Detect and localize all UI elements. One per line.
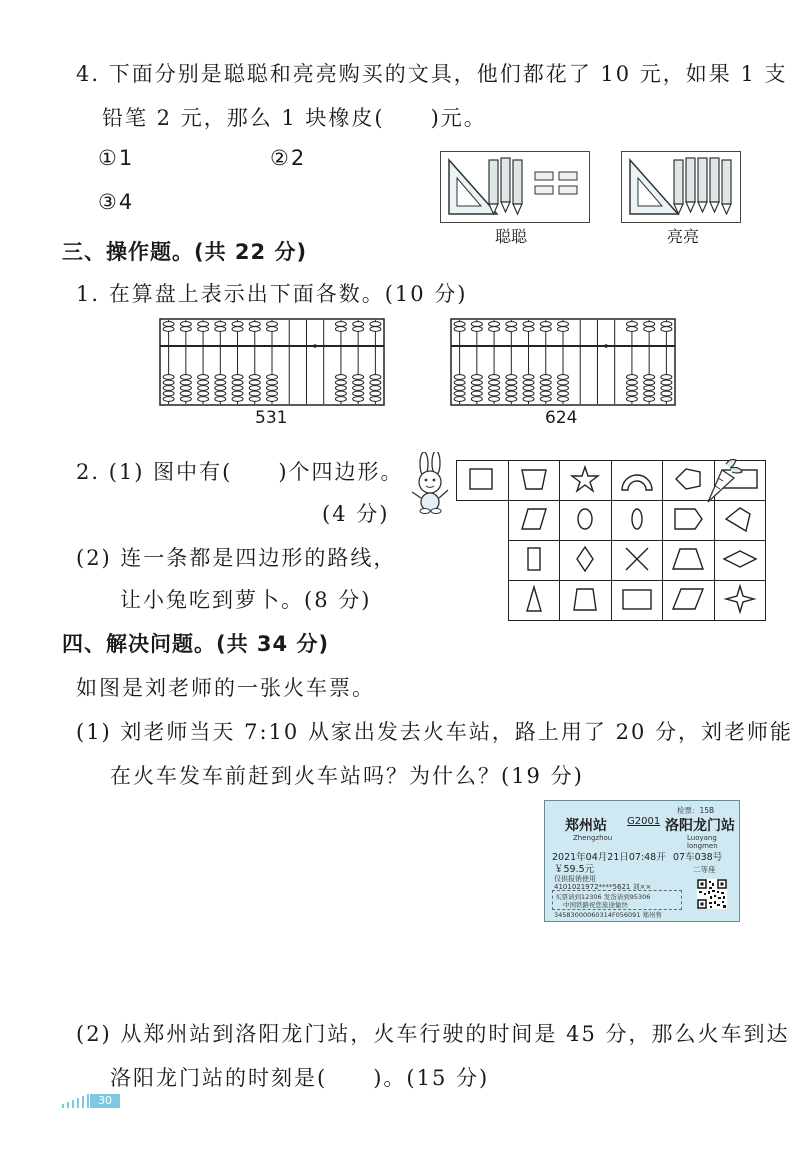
abacus-upper-bead[interactable] [523,322,534,327]
rhombus-shape [565,544,605,574]
abacus-lower-bead[interactable] [523,380,534,385]
section4-title: 四、解决问题。(共 34 分) [62,632,330,656]
abacus-upper-bead[interactable] [540,327,551,332]
abacus-lower-bead[interactable] [506,386,517,391]
abacus-lower-bead[interactable] [335,386,346,391]
abacus-lower-bead[interactable] [558,386,569,391]
abacus-lower-bead[interactable] [471,375,482,380]
grid-cell-empty [457,541,509,581]
stationery-illustration [441,152,589,222]
ticket-to-pinyin: Luoyang longmen [687,834,718,850]
grid-cell[interactable] [611,581,663,621]
abacus-lower-bead[interactable] [471,397,482,402]
parallelogram-shape [514,504,554,534]
ticket-serial: 34583000060314F056091 郑州售 [554,911,663,919]
abacus-lower-bead[interactable] [489,380,500,385]
abacus-upper-bead[interactable] [163,322,174,327]
abacus-lower-bead[interactable] [335,375,346,380]
abacus-lower-bead[interactable] [370,386,381,391]
abacus-lower-bead[interactable] [540,397,551,402]
abacus-lower-bead[interactable] [370,391,381,396]
shape-grid-table [456,460,800,621]
grid-cell[interactable] [560,501,612,541]
abacus-unit-dot [313,344,317,348]
abacus-lower-bead[interactable] [232,375,243,380]
abacus-lower-bead[interactable] [267,391,278,396]
abacus-lower-bead[interactable] [558,397,569,402]
abacus-lower-bead[interactable] [558,380,569,385]
s3-q2-part2a: (2) 连一条都是四边形的路线， [76,546,397,570]
grid-cell-empty [766,581,800,621]
abacus-lower-bead[interactable] [215,397,226,402]
abacus-lower-bead[interactable] [163,375,174,380]
abacus-lower-bead[interactable] [198,386,209,391]
abacus-lower-bead[interactable] [370,375,381,380]
abacus-lower-bead[interactable] [353,380,364,385]
ticket-datetime: 2021年04月21日07:48开 [552,852,666,863]
s4-p1-line1: (1) 刘老师当天 7:10 从家出发去火车站，路上用了 20 分，刘老师能 [76,720,794,744]
grid-cell[interactable] [560,581,612,621]
rabbit-image [408,452,456,518]
abacus-lower-bead[interactable] [198,380,209,385]
ticket-train-number: G2001 [627,816,661,827]
q4-line1: 4. 下面分别是聪聪和亮亮购买的文具，他们都花了 10 元，如果 1 支 [76,62,788,86]
ticket-note-3: 买票请到12306 发货请到95306 [555,893,651,901]
abacus-lower-bead[interactable] [489,391,500,396]
abacus-upper-bead[interactable] [249,327,260,332]
oval-shape [617,504,657,534]
abacus-upper-bead[interactable] [335,322,346,327]
label-liangliang: 亮亮 [667,227,700,246]
grid-cell[interactable] [611,461,663,501]
abacus-unit-dot [604,344,608,348]
abacus-lower-bead[interactable] [489,397,500,402]
abacus-lower-bead[interactable] [267,397,278,402]
abacus-lower-bead[interactable] [626,391,637,396]
abacus-upper-bead[interactable] [215,322,226,327]
abacus-lower-bead[interactable] [249,391,260,396]
abacus-lower-bead[interactable] [661,380,672,385]
abacus-upper-bead[interactable] [626,327,637,332]
abacus-lower-bead[interactable] [506,391,517,396]
grid-cell-empty [766,501,800,541]
abacus-upper-bead[interactable] [180,327,191,332]
parallelogram-shape [668,584,708,614]
s3-q2-part2b: 让小兔吃到萝卜。(8 分) [120,588,372,612]
carrot-image [700,456,744,510]
shape-grid [456,460,800,621]
abacus-drawing [450,318,676,406]
abacus-upper-bead[interactable] [644,327,655,332]
abacus-lower-bead[interactable] [180,386,191,391]
abacus-lower-bead[interactable] [626,380,637,385]
label-congcong: 聪聪 [495,227,528,246]
s4-intro: 如图是刘老师的一张火车票。 [76,676,375,700]
qr-code-icon [697,879,727,909]
abacus-lower-bead[interactable] [454,375,465,380]
abacus-upper-bead[interactable] [232,322,243,327]
abacus-upper-bead[interactable] [267,327,278,332]
train-ticket [544,800,740,922]
abacus-lower-bead[interactable] [215,375,226,380]
abacus-upper-bead[interactable] [353,327,364,332]
ticket-check-gate: 检票：15B [677,806,715,815]
abacus-lower-bead[interactable] [335,391,346,396]
abacus-upper-bead[interactable] [489,322,500,327]
abacus-lower-bead[interactable] [267,375,278,380]
cross-shape [617,544,657,574]
ticket-notice-box [552,890,682,910]
grid-cell[interactable] [457,461,509,501]
abacus-lower-bead[interactable] [215,386,226,391]
abacus-lower-bead[interactable] [626,397,637,402]
s3-q2-part1: 2. (1) 图中有( )个四边形。 [76,460,404,484]
abacus-lower-bead[interactable] [471,380,482,385]
abacus-lower-bead[interactable] [523,391,534,396]
grid-cell[interactable] [560,461,612,501]
trapezoid-shape [565,584,605,614]
abacus-lower-bead[interactable] [471,386,482,391]
rabbit-icon [408,452,456,514]
abacus-lower-bead[interactable] [506,380,517,385]
q4-line2: 铅笔 2 元，那么 1 块橡皮( )元。 [102,106,487,130]
abacus-lower-bead[interactable] [506,375,517,380]
ticket-note-4: 中国铁路祝您旅途愉快 [563,901,628,909]
abacus-upper-bead[interactable] [267,322,278,327]
abacus-lower-bead[interactable] [163,380,174,385]
abacus-lower-bead[interactable] [454,391,465,396]
abacus-upper-bead[interactable] [626,322,637,327]
abacus-lower-bead[interactable] [180,375,191,380]
abacus-upper-bead[interactable] [215,327,226,332]
rectangle-shape [514,544,554,574]
grid-cell[interactable] [508,541,560,581]
abacus-lower-bead[interactable] [558,375,569,380]
carrot-icon [700,456,744,506]
abacus-lower-bead[interactable] [523,375,534,380]
ticket-from-pinyin: Zhengzhou [573,834,613,842]
abacus-lower-bead[interactable] [540,386,551,391]
grid-cell-empty [457,501,509,541]
abacus-2 [450,318,676,410]
abacus-upper-bead[interactable] [661,327,672,332]
oval-shape [565,504,605,534]
trapezoid-shape [514,464,554,494]
abacus-lower-bead[interactable] [163,386,174,391]
abacus-lower-bead[interactable] [353,391,364,396]
ticket-note-1: 仅供报销使用 [554,875,596,883]
ticket-seat-class: 二等座 [693,865,716,874]
s4-p2-line2: 洛阳龙门站的时刻是( )。(15 分) [110,1066,490,1090]
ticket-qr-code [697,879,727,909]
abacus-upper-bead[interactable] [489,327,500,332]
rhombus-shape [720,544,760,574]
abacus-lower-bead[interactable] [454,397,465,402]
stationery-illustration [622,152,740,222]
signal-bars-icon [60,1094,94,1108]
abacus-upper-bead[interactable] [454,322,465,327]
grid-cell[interactable] [508,501,560,541]
abacus-lower-bead[interactable] [661,391,672,396]
abacus-lower-bead[interactable] [215,391,226,396]
grid-cell[interactable] [611,501,663,541]
abacus-lower-bead[interactable] [626,375,637,380]
s4-p2-line1: (2) 从郑州站到洛阳龙门站，火车行驶的时间是 45 分，那么火车到达 [76,1022,790,1046]
abacus-lower-bead[interactable] [454,380,465,385]
abacus-lower-bead[interactable] [644,386,655,391]
abacus-lower-bead[interactable] [558,391,569,396]
abacus-lower-bead[interactable] [489,386,500,391]
ticket-from-station: 郑州站 [565,818,607,834]
grid-cell[interactable] [714,541,766,581]
abacus-lower-bead[interactable] [644,391,655,396]
abacus-lower-bead[interactable] [540,375,551,380]
abacus-lower-bead[interactable] [523,386,534,391]
abacus-lower-bead[interactable] [180,380,191,385]
abacus-lower-bead[interactable] [626,386,637,391]
abacus-lower-bead[interactable] [661,386,672,391]
abacus-upper-bead[interactable] [180,322,191,327]
grid-cell[interactable] [663,581,715,621]
abacus-upper-bead[interactable] [353,322,364,327]
grid-cell[interactable] [560,541,612,581]
congcong-stationery-image [440,151,590,223]
abacus-lower-bead[interactable] [644,380,655,385]
arch-shape [617,464,657,494]
ticket-id-name: 4101021972****5621 刘×× [554,883,652,891]
page-number: 30 [90,1094,120,1108]
abacus-upper-bead[interactable] [249,322,260,327]
s4-p1-line2: 在火车发车前赶到火车站吗？为什么？(19 分) [110,764,584,788]
abacus-upper-bead[interactable] [370,327,381,332]
abacus-lower-bead[interactable] [198,397,209,402]
abacus-upper-bead[interactable] [523,327,534,332]
square-shape [462,464,502,494]
abacus-upper-bead[interactable] [335,327,346,332]
abacus-lower-bead[interactable] [215,380,226,385]
abacus-lower-bead[interactable] [232,397,243,402]
abacus-lower-bead[interactable] [198,375,209,380]
abacus-lower-bead[interactable] [353,397,364,402]
abacus-upper-bead[interactable] [506,322,517,327]
abacus-upper-bead[interactable] [558,322,569,327]
grid-cell[interactable] [508,461,560,501]
abacus-lower-bead[interactable] [540,380,551,385]
abacus-upper-bead[interactable] [661,322,672,327]
abacus-2-number: 624 [545,408,578,428]
section3-title: 三、操作题。(共 22 分) [62,240,308,264]
abacus-lower-bead[interactable] [180,391,191,396]
abacus-lower-bead[interactable] [232,391,243,396]
s3-q2-part1-score: (4 分) [322,502,390,526]
abacus-lower-bead[interactable] [249,380,260,385]
trapezoid-shape [668,544,708,574]
abacus-lower-bead[interactable] [506,397,517,402]
four-point-star-shape [720,584,760,614]
abacus-lower-bead[interactable] [661,397,672,402]
abacus-upper-bead[interactable] [506,327,517,332]
abacus-lower-bead[interactable] [180,397,191,402]
q4-option-1: ①1 [98,146,135,170]
abacus-1-number: 531 [255,408,288,428]
abacus-lower-bead[interactable] [163,391,174,396]
abacus-lower-bead[interactable] [232,386,243,391]
triangle-shape [514,584,554,614]
q4-option-2: ②2 [270,146,307,170]
abacus-upper-bead[interactable] [198,327,209,332]
abacus-lower-bead[interactable] [661,375,672,380]
grid-cell[interactable] [508,581,560,621]
abacus-lower-bead[interactable] [249,397,260,402]
rectangle-shape [617,584,657,614]
abacus-1 [159,318,385,410]
ticket-price: ￥59.5元 [554,864,595,875]
abacus-lower-bead[interactable] [353,375,364,380]
s3-q1-text: 1. 在算盘上表示出下面各数。(10 分) [76,282,468,306]
abacus-lower-bead[interactable] [644,375,655,380]
abacus-upper-bead[interactable] [198,322,209,327]
abacus-lower-bead[interactable] [335,397,346,402]
abacus-upper-bead[interactable] [370,322,381,327]
abacus-lower-bead[interactable] [353,386,364,391]
grid-cell[interactable] [714,581,766,621]
abacus-lower-bead[interactable] [370,397,381,402]
abacus-drawing [159,318,385,406]
abacus-lower-bead[interactable] [454,386,465,391]
abacus-lower-bead[interactable] [644,397,655,402]
liangliang-stationery-image [621,151,741,223]
abacus-lower-bead[interactable] [489,375,500,380]
abacus-lower-bead[interactable] [370,380,381,385]
abacus-upper-bead[interactable] [471,327,482,332]
grid-cell-empty [457,581,509,621]
abacus-lower-bead[interactable] [249,375,260,380]
abacus-lower-bead[interactable] [267,380,278,385]
abacus-lower-bead[interactable] [163,397,174,402]
abacus-upper-bead[interactable] [163,327,174,332]
abacus-upper-bead[interactable] [558,327,569,332]
ticket-seat: 07车038号 [673,852,723,863]
abacus-lower-bead[interactable] [267,386,278,391]
grid-cell-empty [766,541,800,581]
abacus-lower-bead[interactable] [523,397,534,402]
q4-option-3: ③4 [98,190,135,214]
abacus-lower-bead[interactable] [198,391,209,396]
abacus-lower-bead[interactable] [471,391,482,396]
abacus-upper-bead[interactable] [540,322,551,327]
abacus-lower-bead[interactable] [335,380,346,385]
abacus-upper-bead[interactable] [232,327,243,332]
grid-cell[interactable] [611,541,663,581]
abacus-lower-bead[interactable] [540,391,551,396]
abacus-upper-bead[interactable] [644,322,655,327]
star-shape [565,464,605,494]
grid-cell[interactable] [663,541,715,581]
abacus-lower-bead[interactable] [249,386,260,391]
ticket-to-station: 洛阳龙门站 [665,818,735,834]
abacus-upper-bead[interactable] [454,327,465,332]
abacus-upper-bead[interactable] [471,322,482,327]
abacus-lower-bead[interactable] [232,380,243,385]
